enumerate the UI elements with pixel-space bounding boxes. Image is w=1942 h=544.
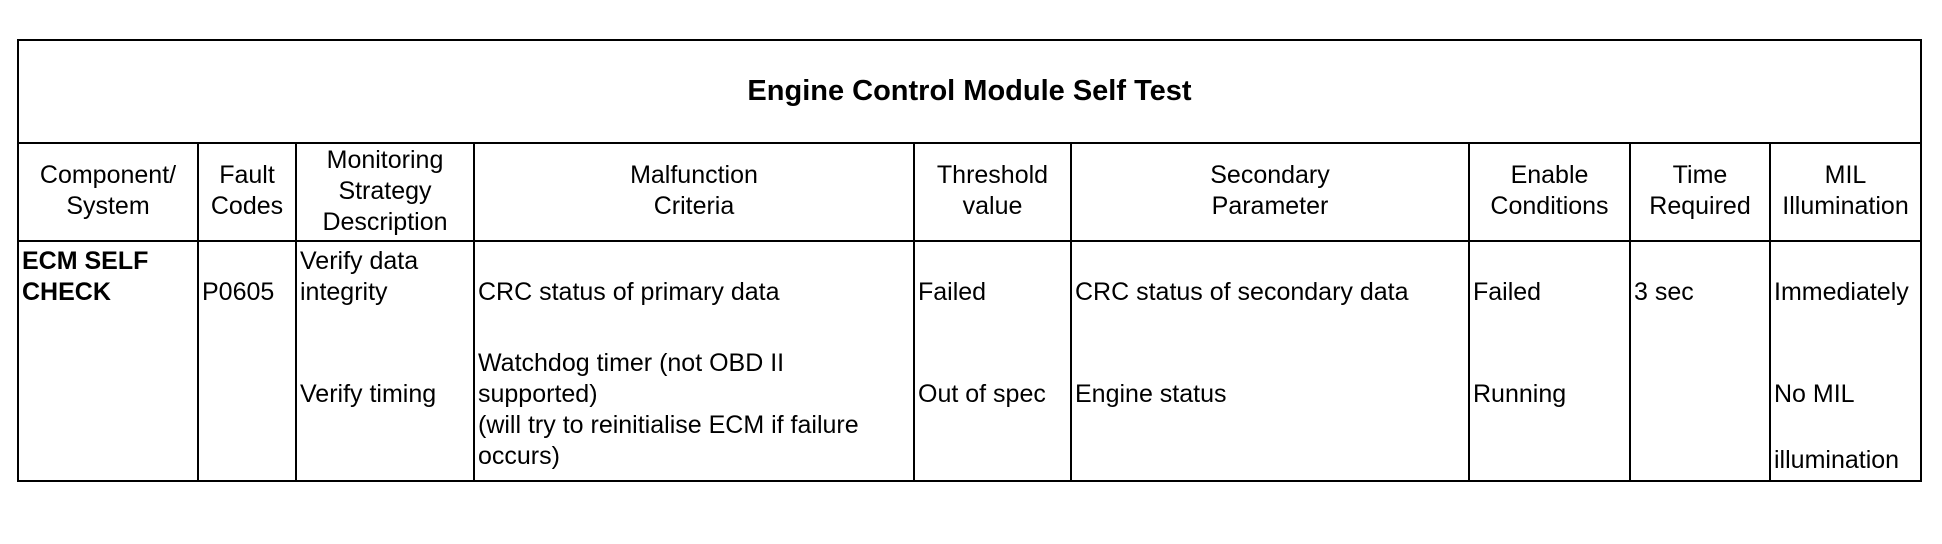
header-component: Component/ System [19,142,197,242]
header-secondary: Secondary Parameter [1072,142,1468,242]
table-body [19,142,1920,482]
cell-fault-code-1: P0605 [202,278,275,306]
cell-secondary-1: CRC status of secondary data [1075,278,1409,306]
header-mil: MIL Illumination [1771,142,1920,242]
cell-strategy-1: Verify data integrity [300,247,419,306]
cell-mil-2a: No MIL [1774,380,1855,408]
header-fault-codes: Fault Codes [199,142,295,242]
cell-threshold-2: Out of spec [918,380,1046,408]
cell-component-1: ECM SELF CHECK [22,247,149,306]
header-malfunction: Malfunction Criteria [475,142,913,242]
cell-enable-1: Failed [1473,278,1542,306]
cell-mil-2b: illumination [1774,446,1900,474]
column-mil [1771,142,1920,482]
cell-strategy-2: Verify timing [300,380,437,408]
header-strategy: Monitoring Strategy Description [297,142,473,242]
column-component [19,142,199,482]
cell-malfunction-1: CRC status of primary data [478,278,780,306]
cell-time-1: 3 sec [1634,278,1694,306]
column-threshold [915,142,1072,482]
header-threshold: Threshold value [915,142,1070,242]
header-time: Time Required [1631,142,1769,242]
column-secondary [1072,142,1470,482]
cell-malfunction-2: Watchdog timer (not OBD II supported) (will try to reinitialise ECM if failure occurs) [478,349,859,470]
header-enable: Enable Conditions [1470,142,1629,242]
column-strategy [297,142,475,482]
cell-threshold-1: Failed [918,278,987,306]
table-title: Engine Control Module Self Test [19,41,1920,144]
cell-mil-1: Immediately [1774,278,1909,306]
column-fault-codes [199,142,297,482]
column-malfunction [475,142,915,482]
cell-secondary-2: Engine status [1075,380,1227,408]
column-time [1631,142,1771,482]
self-test-table [17,39,1922,482]
column-enable [1470,142,1631,482]
cell-enable-2: Running [1473,380,1567,408]
